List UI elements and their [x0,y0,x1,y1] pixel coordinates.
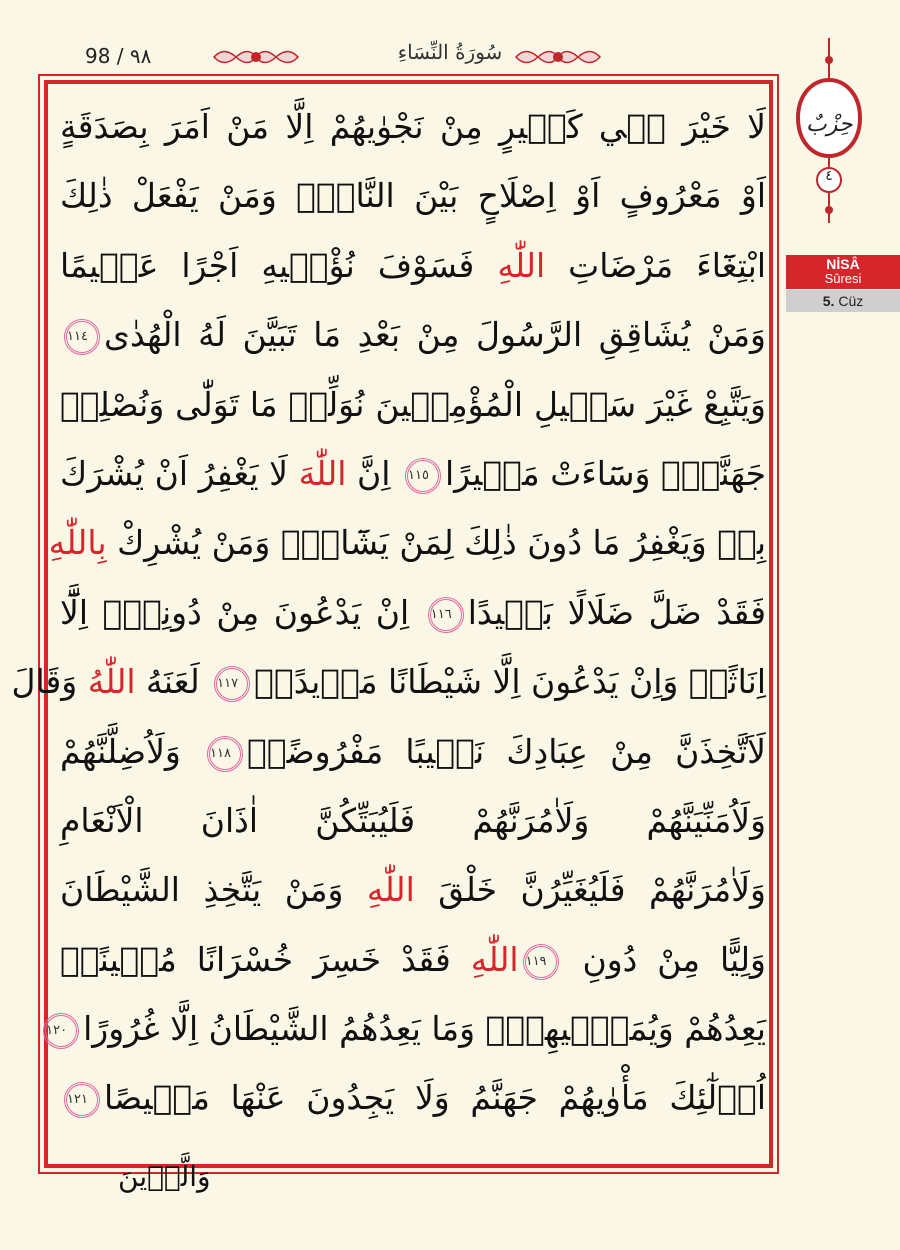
verse-line [60,161,766,230]
divine-name: اللّٰهُ [87,662,136,702]
verse-text: وَلَاُضِلَّنَّهُمْ [60,731,204,771]
verse-line [60,578,766,647]
verse-line [60,92,766,161]
verse-text: لَا يَغْفِرُ اَنْ يُشْرَكَ [60,453,299,493]
verse-text: اِنَاثًاۚ وَاِنْ يَدْعُونَ اِلَّا شَيْطَانًا مَر۪يدًاۙ [254,662,766,702]
surah-badge [786,255,900,289]
divine-name: اللّٰهِ [497,245,546,285]
verse-line [60,1063,766,1132]
ayah-number-marker: ١١٩ [523,944,559,980]
surah-title: سُورَةُ النِّسَاءِ [397,40,503,64]
header-ornament-right-icon [512,44,604,70]
verse-text: فَقَدْ ضَلَّ ضَلَالًا بَع۪يدًا [467,592,767,632]
page-number: 98 / ٩٨ [85,44,152,68]
verse-text: اُو۬لٰٓئِكَ مَأْوٰيهُمْ جَهَنَّمُ وَلَا يَجِدُونَ عَنْهَا مَح۪يصًا [104,1078,766,1118]
verse-text: يَعِدُهُمْ وَيُمَنّ۪يهِمْۜ وَمَا يَعِدُهُمُ الشَّيْطَانُ اِلَّا غُرُورًا [83,1009,766,1049]
ayah-number-marker: ١١٥ [405,458,441,494]
verse-text: لَا خَيْرَ ف۪ي كَث۪يرٍ مِنْ نَجْوٰيهُمْ اِلَّا مَنْ اَمَرَ بِصَدَقَةٍ [60,107,766,146]
ayah-number-marker: ١١٧ [214,666,250,702]
verse-line [48,508,766,577]
juz-word: Cüz [838,293,864,309]
verse-text: فَقَدْ خَسِرَ خُسْرَانًا مُب۪ينًاۜ [60,939,471,979]
verse-text: اِنَّ [346,453,402,493]
ayah-number-marker: ١٢١ [64,1082,100,1118]
verse-line [60,370,766,439]
verse-text: وَمَنْ يَتَّخِذِ الشَّيْطَانَ [60,870,367,910]
divine-name: بِاللّٰهِ [48,523,107,563]
verse-line [60,717,766,786]
hizb-label: حِزْبٌ [806,112,853,137]
ayah-number-marker: ١١٨ [207,736,243,772]
ayah-number-marker: ١١٦ [428,597,464,633]
divine-name: اللّٰهِ [470,939,519,979]
juz-number: 5. [822,293,835,309]
verse-text: وَلَاُمَنِّيَنَّهُمْ وَلَاٰمُرَنَّهُمْ فَلَيُبَتِّكُنَّ اٰذَانَ الْاَنْعَامِ [60,800,766,840]
surah-name: NİSÂ [826,256,860,272]
ayah-number-marker: ١٢٠ [43,1013,79,1049]
verse-line [60,925,766,994]
quran-text [11,92,767,1133]
verse-line [60,231,766,300]
verse-text: وَمَنْ يُشَاقِقِ الرَّسُولَ مِنْ بَعْدِ مَا تَبَيَّنَ لَهُ الْهُدٰى [104,315,766,355]
verse-text: اَوْ مَعْرُوفٍ اَوْ اِصْلَاحٍ بَيْنَ النَّاسِۜ وَمَنْ يَفْعَلْ ذٰلِكَ [60,176,766,216]
verse-text: اِنْ يَدْعُونَ مِنْ دُونِه۪ٓ اِلَّٓا [60,592,424,632]
surah-word: Sûresi [824,271,862,286]
verse-text: جَهَنَّمَۜ وَسَٓاءَتْ مَص۪يرًا [445,453,766,493]
verse-text: لَاَتَّخِذَنَّ مِنْ عِبَادِكَ نَص۪يبًا مَفْرُوضًاۙ [247,731,767,771]
verse-text: ابْتِغَٓاءَ مَرْضَاتِ [545,245,766,285]
divine-name: اللّٰهِ [366,870,415,910]
ayah-number-marker: ١١٤ [64,319,100,355]
verse-line [60,855,766,924]
verse-line [11,647,766,716]
hizb-number: ٤ [825,168,833,184]
verse-text: بِه۪ وَيَغْفِرُ مَا دُونَ ذٰلِكَ لِمَنْ يَشَٓاءُۜ وَمَنْ يُشْرِكْ [106,523,766,563]
verse-text: وَيَتَّبِعْ غَيْرَ سَب۪يلِ الْمُؤْمِن۪ينَ نُوَلِّه۪ مَا تَوَلّٰى وَنُصْلِه۪ [60,384,766,424]
verse-line [60,439,766,508]
verse-text: وَلِيًّا مِنْ دُونِ [562,939,766,979]
verse-line [46,994,766,1063]
verse-line [60,300,766,369]
verse-text: لَعَنَهُ [135,662,211,702]
catchword: وَالَّذ۪ينَ [118,1160,211,1193]
divine-name: اللّٰهَ [298,453,347,493]
verse-text: فَسَوْفَ نُؤْت۪يهِ اَجْرًا عَظ۪يمًا [60,245,498,285]
verse-text: وَلَاٰمُرَنَّهُمْ فَلَيُغَيِّرُنَّ خَلْقَ [414,870,766,910]
juz-badge [786,290,900,312]
page-header [0,0,900,72]
verse-line [60,786,766,855]
verse-text: وَقَالَ [11,662,88,702]
